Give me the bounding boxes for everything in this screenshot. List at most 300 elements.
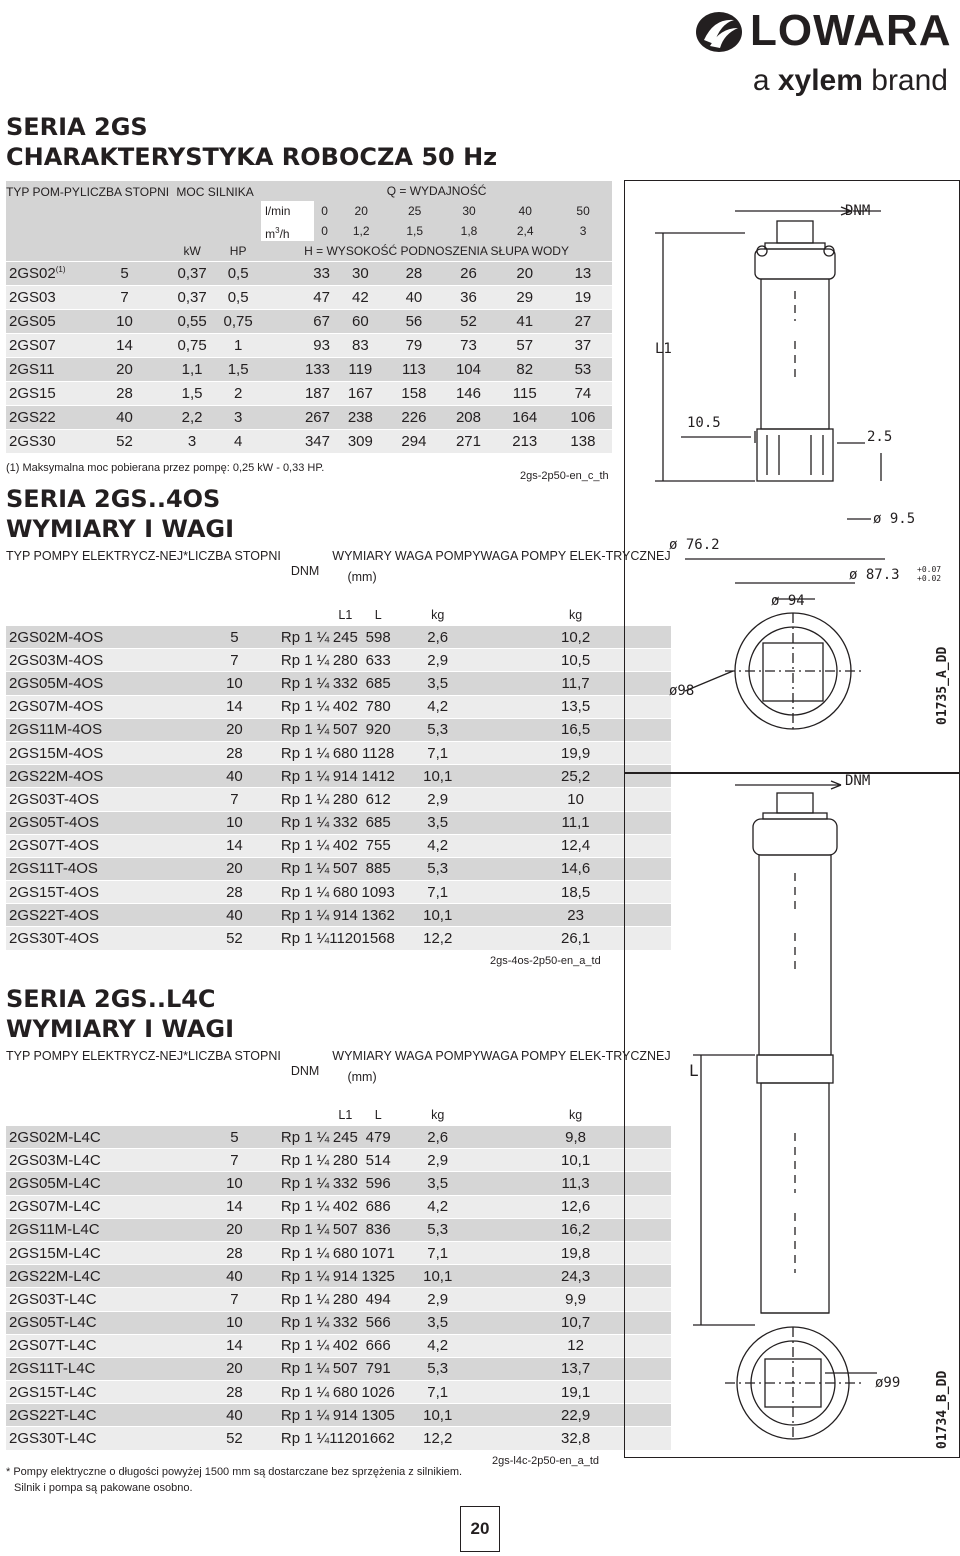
dimension-table-row — [6, 1265, 671, 1288]
cell-unit-weight: 23 — [481, 904, 671, 927]
cell-dnm: Rp 1 ¼ — [281, 718, 329, 741]
dim-99-label: ø99 — [875, 1375, 901, 1391]
cell-hp: 1,5 — [215, 358, 261, 382]
dimension-table-row — [6, 1381, 671, 1404]
cell-head: 37 — [554, 334, 612, 358]
cell-type: 2GS22M-L4C — [6, 1265, 188, 1288]
cell-dnm: Rp 1 ¼ — [281, 672, 329, 695]
cell-dnm: Rp 1 ¼ — [281, 1311, 329, 1334]
cell-pump-weight: 2,9 — [395, 788, 481, 811]
cell-head: 33 — [261, 262, 334, 286]
cell-l1: 245 — [329, 1126, 361, 1149]
cell-l: 1325 — [362, 1265, 395, 1288]
cell-head: 271 — [441, 430, 496, 454]
cell-head: 40 — [387, 286, 442, 310]
cell-stages: 20 — [188, 1357, 281, 1380]
cell-type: 2GS30T-4OS — [6, 927, 188, 950]
col-header-dims: WYMIARY (mm) — [329, 546, 395, 605]
cell-type: 2GS05 — [6, 310, 80, 334]
perf-table-row — [6, 262, 612, 286]
cell-kw: 2,2 — [169, 406, 215, 430]
cell-l1: 914 — [329, 1265, 361, 1288]
cell-l1: 280 — [329, 649, 361, 672]
col-header-type: TYP POMPY ELEKTRYCZ-NEJ* — [6, 1046, 188, 1126]
cell-l1: 280 — [329, 788, 361, 811]
dim-87-3-tolerance: +0.07 +0.02 — [917, 565, 942, 583]
col-header-l: L — [362, 605, 395, 626]
cell-stages: 28 — [188, 1241, 281, 1264]
cell-stages: 10 — [188, 1311, 281, 1334]
cell-pump-weight: 5,3 — [395, 857, 481, 880]
cell-unit-weight: 22,9 — [481, 1404, 671, 1427]
dimension-table-row — [6, 1126, 671, 1149]
cell-pump-weight: 12,2 — [395, 1427, 481, 1450]
col-header-stages: LICZBA STOPNI — [188, 546, 281, 626]
dim-76-2-label: ø 76.2 — [669, 537, 720, 553]
cell-dnm: Rp 1 ¼ — [281, 1195, 329, 1218]
logo-wordmark: LOWARA — [750, 6, 952, 55]
cell-head: 36 — [441, 286, 496, 310]
cell-head: 56 — [387, 310, 442, 334]
cell-unit-weight: 19,8 — [481, 1241, 671, 1264]
cell-l1: 332 — [329, 1172, 361, 1195]
cell-unit-weight: 10 — [481, 788, 671, 811]
cell-head: 30 — [334, 262, 387, 286]
cell-type: 2GS07T-4OS — [6, 834, 188, 857]
cell-head: 133 — [261, 358, 334, 382]
cell-head: 53 — [554, 358, 612, 382]
dimension-table-row — [6, 1357, 671, 1380]
cell-type: 2GS03T-4OS — [6, 788, 188, 811]
cell-l1: 280 — [329, 1149, 361, 1172]
cell-head: 267 — [261, 406, 334, 430]
dimension-table-row — [6, 626, 671, 649]
footer-note-2: Silnik i pompa są pakowane osobno. — [14, 1482, 193, 1494]
section2-title-line2: WYMIARY I WAGI — [6, 515, 235, 543]
os-dimensions-table — [6, 546, 671, 950]
cell-dnm: Rp 1 ¼ — [281, 765, 329, 788]
cell-head: 27 — [554, 310, 612, 334]
cell-head: 164 — [496, 406, 554, 430]
cell-unit-weight: 13,7 — [481, 1357, 671, 1380]
cell-l1: 332 — [329, 672, 361, 695]
dimension-table-row — [6, 881, 671, 904]
cell-l: 686 — [362, 1195, 395, 1218]
pump-l4c-drawing — [625, 773, 959, 1457]
cell-unit-weight: 13,5 — [481, 695, 671, 718]
col-header-kw: kW — [169, 241, 215, 262]
cell-pump-weight: 4,2 — [395, 1334, 481, 1357]
cell-l1: 680 — [329, 1241, 361, 1264]
lowara-logo — [692, 6, 952, 106]
cell-dnm: Rp 1 ¼ — [281, 1149, 329, 1172]
perf-table-row — [6, 406, 612, 430]
cell-l: 1305 — [362, 1404, 395, 1427]
cell-unit-weight: 9,8 — [481, 1126, 671, 1149]
cell-l1: 332 — [329, 1311, 361, 1334]
cell-head: 73 — [441, 334, 496, 358]
cell-head: 347 — [261, 430, 334, 454]
cell-l: 1026 — [362, 1381, 395, 1404]
cell-type: 2GS11T-4OS — [6, 857, 188, 880]
dimension-table-row — [6, 1172, 671, 1195]
col-header-l1: L1 — [329, 1105, 361, 1126]
cell-type: 2GS02$^{(1)}$ — [6, 262, 80, 286]
cell-unit-weight: 11,3 — [481, 1172, 671, 1195]
col-header-dims: WYMIARY (mm) — [329, 1046, 395, 1105]
cell-head: 119 — [334, 358, 387, 382]
cell-head: 19 — [554, 286, 612, 310]
footer-note-1: * Pompy elektryczne o długości powyżej 1500 mm są dostarczane bez sprzężenia z silnikiem. — [6, 1466, 463, 1478]
cell-head: 20 — [496, 262, 554, 286]
cell-unit-weight: 12 — [481, 1334, 671, 1357]
cell-l: 1568 — [362, 927, 395, 950]
cell-l: 612 — [362, 788, 395, 811]
col-header-l1: L1 — [329, 605, 361, 626]
dimension-table-row — [6, 1288, 671, 1311]
section1-title — [6, 112, 497, 172]
cell-unit-weight: 32,8 — [481, 1427, 671, 1450]
col-header-dnm: DNM — [281, 546, 329, 626]
cell-pump-weight: 3,5 — [395, 1172, 481, 1195]
cell-unit-weight: 18,5 — [481, 881, 671, 904]
section3-title — [6, 984, 234, 1044]
section3-title-line1: SERIA 2GS..L4C — [6, 985, 216, 1013]
section3-title-line2: WYMIARY I WAGI — [6, 1015, 235, 1043]
section2-title-line1: SERIA 2GS..4OS — [6, 485, 221, 513]
drawing-2gs-l4c — [624, 772, 960, 1458]
cell-type: 2GS05M-L4C — [6, 1172, 188, 1195]
cell-head: 138 — [554, 430, 612, 454]
cell-pump-weight: 5,3 — [395, 1218, 481, 1241]
cell-stages: 28 — [80, 382, 169, 406]
cell-pump-weight: 2,9 — [395, 1288, 481, 1311]
cell-dnm: Rp 1 ¼ — [281, 881, 329, 904]
cell-stages: 40 — [188, 1404, 281, 1427]
cell-type: 2GS22T-L4C — [6, 1404, 188, 1427]
flow-values — [314, 201, 612, 241]
cell-dnm: Rp 1 ¼ — [281, 1427, 329, 1450]
cell-l1: 245 — [329, 626, 361, 649]
cell-l: 1128 — [362, 741, 395, 764]
cell-pump-weight: 4,2 — [395, 834, 481, 857]
cell-pump-weight: 3,5 — [395, 811, 481, 834]
cell-l1: 402 — [329, 834, 361, 857]
cell-head: 146 — [441, 382, 496, 406]
cell-type: 2GS05M-4OS — [6, 672, 188, 695]
cell-head: 74 — [554, 382, 612, 406]
cell-head: 57 — [496, 334, 554, 358]
dnm-label-2: DNM — [845, 773, 871, 789]
cell-head: 47 — [261, 286, 334, 310]
cell-dnm: Rp 1 ¼ — [281, 811, 329, 834]
cell-dnm: Rp 1 ¼ — [281, 1265, 329, 1288]
cell-head: 187 — [261, 382, 334, 406]
cell-hp: 3 — [215, 406, 261, 430]
section1-title-line2: CHARAKTERYSTYKA ROBOCZA 50 Hz — [6, 143, 498, 171]
cell-type: 2GS22T-4OS — [6, 904, 188, 927]
dimension-table-row — [6, 741, 671, 764]
col-header-unit-weight: WAGA POMPY ELEK-TRYCZNEJ — [481, 546, 671, 605]
cell-l: 780 — [362, 695, 395, 718]
perf-table-row — [6, 430, 612, 454]
dimension-table-row — [6, 1195, 671, 1218]
cell-stages: 14 — [188, 695, 281, 718]
dimension-table-row — [6, 927, 671, 950]
cell-stages: 20 — [188, 857, 281, 880]
col-header-unit-weight: WAGA POMPY ELEK-TRYCZNEJ — [481, 1046, 671, 1105]
cell-stages: 40 — [188, 904, 281, 927]
cell-type: 2GS07M-4OS — [6, 695, 188, 718]
cell-stages: 5 — [188, 1126, 281, 1149]
cell-pump-weight: 3,5 — [395, 1311, 481, 1334]
cell-type: 2GS07M-L4C — [6, 1195, 188, 1218]
perf-table-row — [6, 382, 612, 406]
dimension-table-row — [6, 672, 671, 695]
cell-stages: 52 — [188, 927, 281, 950]
col-header-dnm: DNM — [281, 1046, 329, 1126]
cell-l1: 680 — [329, 1381, 361, 1404]
cell-kw: 0,75 — [169, 334, 215, 358]
cell-head: 93 — [261, 334, 334, 358]
cell-unit-weight: 19,1 — [481, 1381, 671, 1404]
cell-head: 309 — [334, 430, 387, 454]
cell-l: 1662 — [362, 1427, 395, 1450]
cell-type: 2GS15T-L4C — [6, 1381, 188, 1404]
drawing-2gs-4os — [624, 180, 960, 774]
cell-stages: 20 — [188, 1218, 281, 1241]
dimension-table-row — [6, 695, 671, 718]
cell-type: 2GS11 — [6, 358, 80, 382]
cell-pump-weight: 2,9 — [395, 1149, 481, 1172]
cell-unit-weight: 16,2 — [481, 1218, 671, 1241]
cell-stages: 40 — [80, 406, 169, 430]
cell-l: 596 — [362, 1172, 395, 1195]
cell-stages: 52 — [188, 1427, 281, 1450]
perf-table-row — [6, 358, 612, 382]
cell-type: 2GS03M-4OS — [6, 649, 188, 672]
perf-table-row — [6, 286, 612, 310]
cell-stages: 14 — [188, 1195, 281, 1218]
flow-m3h-row: 0 1,2 1,5 1,8 2,4 3 — [314, 221, 612, 241]
col-header-pump-weight: WAGA POMPY — [395, 546, 481, 605]
cell-type: 2GS30 — [6, 430, 80, 454]
cell-stages: 20 — [188, 718, 281, 741]
cell-hp: 4 — [215, 430, 261, 454]
cell-unit-weight: 12,4 — [481, 834, 671, 857]
cell-kw: 0,37 — [169, 286, 215, 310]
cell-l: 514 — [362, 1149, 395, 1172]
cell-type: 2GS15 — [6, 382, 80, 406]
l4c-dimensions-table — [6, 1046, 671, 1450]
cell-unit-weight: 16,5 — [481, 718, 671, 741]
cell-l1: 507 — [329, 718, 361, 741]
cell-type: 2GS02M-4OS — [6, 626, 188, 649]
cell-stages: 7 — [80, 286, 169, 310]
cell-l: 566 — [362, 1311, 395, 1334]
cell-pump-weight: 10,1 — [395, 1265, 481, 1288]
cell-pump-weight: 2,6 — [395, 1126, 481, 1149]
dimension-table-row — [6, 788, 671, 811]
cell-stages: 10 — [188, 672, 281, 695]
cell-dnm: Rp 1 ¼ — [281, 927, 329, 950]
cell-pump-weight: 10,1 — [395, 904, 481, 927]
dimension-table-row — [6, 1404, 671, 1427]
cell-hp: 0,5 — [215, 286, 261, 310]
cell-head: 67 — [261, 310, 334, 334]
col-header-kg-unit: kg — [481, 605, 671, 626]
cell-l: 1071 — [362, 1241, 395, 1264]
dim-94-label: ø 94 — [771, 593, 805, 609]
cell-dnm: Rp 1 ¼ — [281, 626, 329, 649]
cell-stages: 7 — [188, 649, 281, 672]
cell-l1: 332 — [329, 811, 361, 834]
cell-dnm: Rp 1 ¼ — [281, 1126, 329, 1149]
cell-type: 2GS30T-L4C — [6, 1427, 188, 1450]
cell-unit-weight: 10,2 — [481, 626, 671, 649]
cell-unit-weight: 11,7 — [481, 672, 671, 695]
l-label: L — [689, 1061, 699, 1080]
dimension-table-row — [6, 649, 671, 672]
cell-dnm: Rp 1 ¼ — [281, 695, 329, 718]
cell-head: 208 — [441, 406, 496, 430]
col-header-kg-pump: kg — [395, 605, 481, 626]
cell-head: 26 — [441, 262, 496, 286]
flow-units: l/min $m^3/h$ — [261, 201, 314, 241]
cell-type: 2GS05T-L4C — [6, 1311, 188, 1334]
cell-unit-weight: 25,2 — [481, 765, 671, 788]
cell-dnm: Rp 1 ¼ — [281, 1172, 329, 1195]
cell-head: 60 — [334, 310, 387, 334]
cell-dnm: Rp 1 ¼ — [281, 1288, 329, 1311]
cell-l: 791 — [362, 1357, 395, 1380]
cell-l: 920 — [362, 718, 395, 741]
col-header-flow: Q = WYDAJNOŚĆ — [261, 181, 612, 201]
cell-head: 115 — [496, 382, 554, 406]
cell-type: 2GS05T-4OS — [6, 811, 188, 834]
page-number: 20 — [460, 1506, 500, 1552]
cell-l: 666 — [362, 1334, 395, 1357]
cell-unit-weight: 24,3 — [481, 1265, 671, 1288]
cell-dnm: Rp 1 ¼ — [281, 834, 329, 857]
dim-2-5-label: 2.5 — [867, 429, 893, 445]
cell-l1: 914 — [329, 765, 361, 788]
cell-stages: 14 — [188, 834, 281, 857]
dimension-table-row — [6, 1241, 671, 1264]
cell-head: 41 — [496, 310, 554, 334]
cell-type: 2GS03M-L4C — [6, 1149, 188, 1172]
col-header-hp: HP — [215, 241, 261, 262]
cell-stages: 28 — [188, 1381, 281, 1404]
cell-head: 52 — [441, 310, 496, 334]
cell-l: 685 — [362, 672, 395, 695]
cell-l: 1362 — [362, 904, 395, 927]
col-header-kg-unit: kg — [481, 1105, 671, 1126]
cell-unit-weight: 19,9 — [481, 741, 671, 764]
cell-l1: 280 — [329, 1288, 361, 1311]
cell-type: 2GS11M-L4C — [6, 1218, 188, 1241]
cell-dnm: Rp 1 ¼ — [281, 1241, 329, 1264]
cell-stages: 40 — [188, 1265, 281, 1288]
cell-type: 2GS02M-L4C — [6, 1126, 188, 1149]
cell-head: 226 — [387, 406, 442, 430]
cell-head: 79 — [387, 334, 442, 358]
cell-dnm: Rp 1 ¼ — [281, 1404, 329, 1427]
perf-footnote: (1) Maksymalna moc pobierana przez pompę: 0,25 kW - 0,33 HP. — [6, 462, 325, 474]
cell-stages: 52 — [80, 430, 169, 454]
cell-dnm: Rp 1 ¼ — [281, 1334, 329, 1357]
perf-table-row — [6, 334, 612, 358]
cell-head: 113 — [387, 358, 442, 382]
col-header-type: TYP POMPY ELEKTRYCZ-NEJ* — [6, 546, 188, 626]
cell-l1: 914 — [329, 904, 361, 927]
cell-dnm: Rp 1 ¼ — [281, 904, 329, 927]
col-header-stages: LICZBA STOPNI — [188, 1046, 281, 1126]
cell-pump-weight: 7,1 — [395, 1241, 481, 1264]
cell-dnm: Rp 1 ¼ — [281, 649, 329, 672]
cell-pump-weight: 3,5 — [395, 672, 481, 695]
dimension-table-row — [6, 1311, 671, 1334]
cell-stages: 7 — [188, 788, 281, 811]
cell-head: 104 — [441, 358, 496, 382]
cell-l1: 507 — [329, 857, 361, 880]
cell-head: 42 — [334, 286, 387, 310]
dimension-table-row — [6, 718, 671, 741]
os-table-code: 2gs-4os-2p50-en_a_td — [490, 955, 601, 967]
section2-title — [6, 484, 234, 544]
cell-kw: 1,1 — [169, 358, 215, 382]
cell-l1: 507 — [329, 1218, 361, 1241]
cell-stages: 10 — [188, 1172, 281, 1195]
cell-type: 2GS03 — [6, 286, 80, 310]
cell-head: 13 — [554, 262, 612, 286]
cell-unit-weight: 12,6 — [481, 1195, 671, 1218]
cell-dnm: Rp 1 ¼ — [281, 788, 329, 811]
cell-type: 2GS15M-4OS — [6, 741, 188, 764]
cell-l: 479 — [362, 1126, 395, 1149]
cell-stages: 28 — [188, 881, 281, 904]
cell-hp: 0,75 — [215, 310, 261, 334]
cell-pump-weight: 5,3 — [395, 718, 481, 741]
cell-l: 685 — [362, 811, 395, 834]
col-header-kg-pump: kg — [395, 1105, 481, 1126]
cell-pump-weight: 2,9 — [395, 649, 481, 672]
cell-head: 28 — [387, 262, 442, 286]
cell-type: 2GS11M-4OS — [6, 718, 188, 741]
section1-title-line1: SERIA 2GS — [6, 113, 148, 141]
cell-l1: 402 — [329, 1195, 361, 1218]
cell-l: 494 — [362, 1288, 395, 1311]
cell-l: 1412 — [362, 765, 395, 788]
dimension-table-row — [6, 904, 671, 927]
cell-type: 2GS22 — [6, 406, 80, 430]
cell-l: 633 — [362, 649, 395, 672]
col-header-l: L — [362, 1105, 395, 1126]
cell-kw: 0,37 — [169, 262, 215, 286]
cell-stages: 28 — [188, 741, 281, 764]
cell-stages: 7 — [188, 1288, 281, 1311]
dimension-table-row — [6, 857, 671, 880]
cell-head: 213 — [496, 430, 554, 454]
col-header-stages: LICZBA STOPNI — [80, 181, 169, 262]
cell-unit-weight: 26,1 — [481, 927, 671, 950]
cell-unit-weight: 11,1 — [481, 811, 671, 834]
cell-pump-weight: 10,1 — [395, 765, 481, 788]
cell-stages: 14 — [188, 1334, 281, 1357]
cell-stages: 40 — [188, 765, 281, 788]
cell-l1: 507 — [329, 1357, 361, 1380]
cell-pump-weight: 4,2 — [395, 1195, 481, 1218]
